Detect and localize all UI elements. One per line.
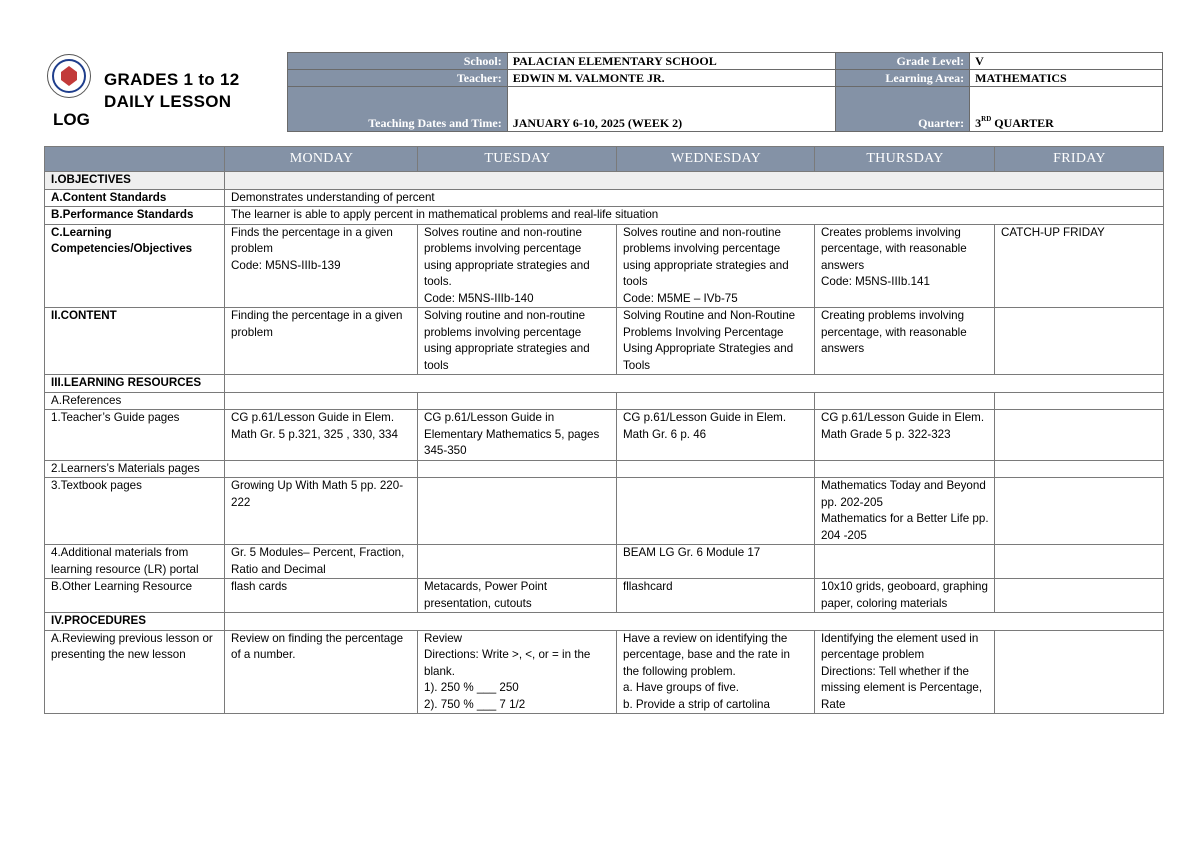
objectives-row [45, 172, 1164, 190]
other-resource-row [45, 579, 1164, 613]
cell [995, 410, 1164, 461]
cell [815, 410, 995, 461]
row-label: C.Learning Competencies/Objectives [45, 224, 225, 308]
cell [225, 545, 418, 579]
cell-line: Code: M5NS-IIIb-139 [231, 258, 341, 272]
teacher-label: Teacher: [288, 70, 508, 87]
cell-line: Metacards, Power Point presentation, cutouts [424, 580, 548, 610]
review-row [45, 630, 1164, 714]
cell-line: Mathematics for a Better Life pp. 204 -205 [821, 512, 989, 542]
cell [418, 308, 617, 375]
cell [617, 545, 815, 579]
deped-seal-icon [47, 54, 91, 98]
cell [995, 579, 1164, 613]
cell [418, 579, 617, 613]
references-row [45, 392, 1164, 410]
learning-area-label: Learning Area: [836, 70, 970, 87]
content-standards-text: Demonstrates understanding of percent [225, 189, 1164, 207]
cell-line: Finds the percentage in a given problem [231, 225, 393, 255]
procedures-row [45, 613, 1164, 631]
school-value: PALACIAN ELEMENTARY SCHOOL [507, 53, 836, 70]
cell [815, 579, 995, 613]
cell-line: CG p.61/Lesson Guide in Elementary Mathematics 5, pages 345-350 [424, 411, 600, 457]
cell-line: fllashcard [623, 580, 673, 593]
school-info-table [287, 52, 1163, 132]
cell-line: Code: M5NS-IIIb.141 [821, 275, 930, 288]
cell [418, 478, 617, 545]
teacher-value: EDWIN M. VALMONTE JR. [507, 70, 836, 87]
day-header-row [45, 147, 1164, 172]
quarter-label: Quarter: [836, 87, 970, 132]
cell [225, 410, 418, 461]
cell [418, 545, 617, 579]
title-line-2: DAILY LESSON [104, 92, 232, 111]
cell [995, 478, 1164, 545]
cell [225, 630, 418, 714]
cell [815, 545, 995, 579]
cell-line: Gr. 5 Modules– Percent, Fraction, Ratio and Decimal [231, 546, 405, 576]
cell-line: CATCH-UP FRIDAY [1001, 225, 1105, 239]
content-row [45, 308, 1164, 375]
cell-line: Mathematics Today and Beyond pp. 202-205 [821, 479, 986, 509]
section-label: III.LEARNING RESOURCES [45, 375, 225, 393]
cell [995, 545, 1164, 579]
cell [225, 579, 418, 613]
title-line-3: LOG [53, 110, 90, 129]
teachers-guide-row [45, 410, 1164, 461]
learning-area-value: MATHEMATICS [970, 70, 1163, 87]
cell-line: Have a review on identifying the percentage, base and the rate in the following problem. [623, 631, 790, 678]
cell [815, 308, 995, 375]
row-label: B.Other Learning Resource [45, 579, 225, 613]
learning-resources-row [45, 375, 1164, 393]
cell-line: Solving Routine and Non-Routine Problems Involving Percentage Using Appropriate Strategies and Tools [623, 309, 796, 372]
performance-standards-text: The learner is able to apply percent in mathematical problems and real-life situation [225, 207, 1164, 225]
day-header: WEDNESDAY [617, 147, 815, 172]
day-header: FRIDAY [995, 147, 1164, 172]
cell-line: CG p.61/Lesson Guide in Elem. Math Gr. 5 p.321, 325 , 330, 334 [231, 411, 398, 441]
corner-cell [45, 147, 225, 172]
row-label: B.Performance Standards [45, 207, 225, 225]
school-label: School: [288, 53, 508, 70]
competencies-row [45, 224, 1164, 308]
cell-line: flash cards [231, 580, 288, 593]
cell [995, 630, 1164, 714]
row-label: 4.Additional materials from learning resource (LR) portal [45, 545, 225, 579]
cell-line: Finding the percentage in a given problem [231, 309, 403, 339]
cell-line: 2). 750 % ___ 7 1/2 [424, 697, 526, 711]
cell-line: BEAM LG Gr. 6 Module 17 [623, 546, 761, 559]
cell [815, 478, 995, 545]
row-label: II.CONTENT [45, 308, 225, 375]
cell-line: Directions: Write >, <, or = in the blank. [424, 648, 591, 678]
content-standards-row [45, 189, 1164, 207]
cell [995, 224, 1164, 308]
performance-standards-row [45, 207, 1164, 225]
cell-line: Growing Up With Math 5 pp. 220-222 [231, 479, 404, 509]
cell [995, 308, 1164, 375]
cell [617, 630, 815, 714]
row-label: A.Content Standards [45, 189, 225, 207]
cell-line: Identifying the element used in percentage problem [821, 631, 979, 661]
quarter-value: 3RD QUARTER [970, 87, 1163, 132]
learners-materials-row [45, 460, 1164, 478]
cell-line: Solving routine and non-routine problems involving percentage using appropriate strategies and tools [424, 309, 590, 372]
cell-line: Code: M5NS-IIIb-140 [424, 291, 534, 305]
cell [815, 630, 995, 714]
teaching-dates-label: Teaching Dates and Time: [288, 87, 508, 132]
cell [617, 478, 815, 545]
cell [418, 224, 617, 308]
lesson-plan-table [44, 146, 1164, 714]
row-label: 1.Teacher’s Guide pages [45, 410, 225, 461]
section-label: I.OBJECTIVES [45, 172, 225, 190]
cell-line: 10x10 grids, geoboard, graphing paper, coloring materials [821, 580, 988, 610]
day-header: TUESDAY [418, 147, 617, 172]
cell-line: Creating problems involving percentage, with reasonable answers [821, 309, 967, 355]
cell-line: a. Have groups of five. [623, 681, 739, 694]
title-line-1: GRADES 1 to 12 [104, 70, 240, 89]
textbook-row [45, 478, 1164, 545]
cell-line: b. Provide a strip of cartolina [623, 697, 770, 711]
cell [815, 224, 995, 308]
section-label: IV.PROCEDURES [45, 613, 225, 631]
cell [225, 308, 418, 375]
row-label: 2.Learners’s Materials pages [45, 460, 225, 478]
cell [418, 410, 617, 461]
day-header: THURSDAY [815, 147, 995, 172]
lesson-log-header [44, 52, 1163, 132]
cell [617, 308, 815, 375]
cell-line: Code: M5ME – IVb-75 [623, 291, 738, 305]
row-label: A.Reviewing previous lesson or presenting the new lesson [45, 630, 225, 714]
cell-line: CG p.61/Lesson Guide in Elem. Math Gr. 6 p. 46 [623, 411, 787, 441]
cell [617, 410, 815, 461]
teaching-dates-value: JANUARY 6-10, 2025 (WEEK 2) [507, 87, 836, 132]
grade-level-label: Grade Level: [836, 53, 970, 70]
cell-line: Review [424, 631, 463, 645]
cell-line: Creates problems involving percentage, with reasonable answers [821, 225, 967, 272]
cell-line: Solves routine and non-routine problems involving percentage using appropriate strategies and tools [623, 225, 789, 288]
cell [225, 224, 418, 308]
cell-line: 1). 250 % ___ 250 [424, 681, 519, 694]
cell [418, 630, 617, 714]
day-header: MONDAY [225, 147, 418, 172]
cell [617, 579, 815, 613]
cell-line: Solves routine and non-routine problems involving percentage using appropriate strategies and tools. [424, 225, 590, 288]
cell-line: Directions: Tell whether if the missing element is Percentage, Rate [821, 664, 983, 711]
cell [617, 224, 815, 308]
cell [225, 478, 418, 545]
row-label: A.References [45, 392, 225, 410]
cell-line: CG p.61/Lesson Guide in Elem. Math Grade 5 p. 322-323 [821, 411, 985, 441]
additional-materials-row [45, 545, 1164, 579]
cell-line: Review on finding the percentage of a number. [231, 631, 404, 661]
row-label: 3.Textbook pages [45, 478, 225, 545]
grade-level-value: V [970, 53, 1163, 70]
